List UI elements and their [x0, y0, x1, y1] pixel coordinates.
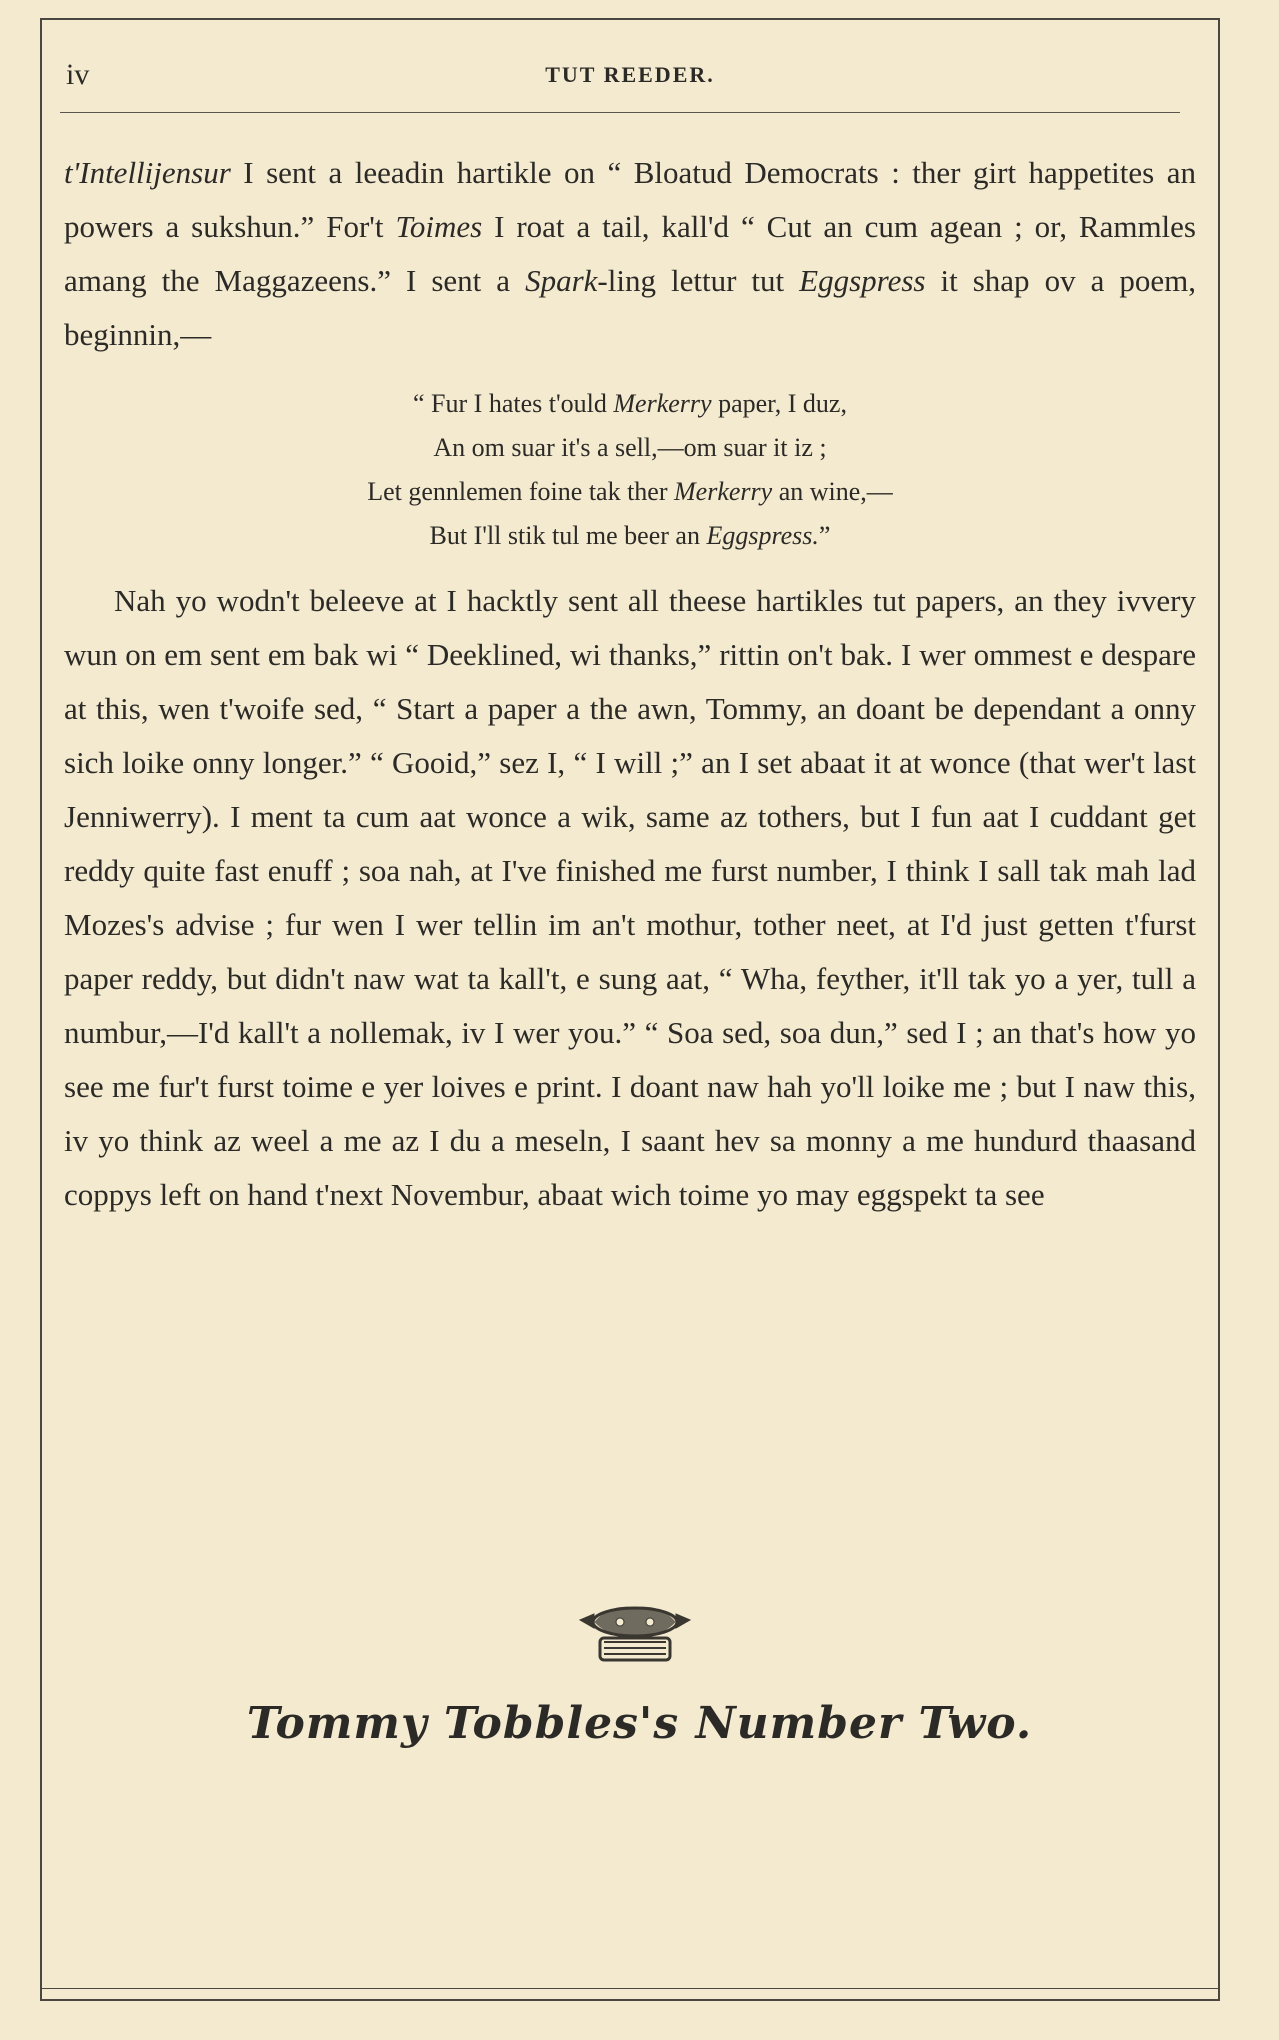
printers-ornament-icon	[570, 1598, 700, 1668]
text-run: I sent a leeadin hartikle on “ Bloatud Democrats : ther girt happetites an powers a sukshun.” For't	[64, 155, 1196, 244]
paragraph-2: Nah yo wodn't beleeve at I hacktly sent all theese hartikles tut papers, an they ivvery wun on em sent em bak wi “ Deeklined, wi thanks,” rittin on't bak. I wer ommest e despare at this, wen t'woife sed, “ Start a paper a the awn, Tommy, an doant be dependant a onny sich loike onny longer.” “ Gooid,” sez I, “ I will ;” an I set abaat it at wonce (that wer't last Jenniwerry). I ment ta cum aat wonce a wik, same az tothers, but I fun aat I cuddant get reddy quite fast enuff ; soa nah, at I've finished me furst number, I think I sall tak mah lad Mozes's advise ; fur wen I wer tellin im an't mothur, tother neet, at I'd just getten t'furst paper reddy, but didn't naw wat ta kall't, e sung aat, “ Wha, feyther, it'll tak yo a yer, tull a numbur,—I'd kall't a nollemak, iv I wer you.” “ Soa sed, soa dun,” sed I ; an that's how yo see me fur't furst toime e yer loives e print. I doant naw hah yo'll loike me ; but I naw this, iv yo think az weel a me az I du a meseln, I saant hev sa monny a me hundurd thaasand coppys left on hand t'next Novembur, abaat wich toime yo may eggspekt ta see	[64, 583, 1196, 1212]
header-rule	[60, 112, 1180, 113]
text-run: -ling lettur tut	[597, 263, 800, 298]
next-issue-title: Tommy Tobbles's Number Two.	[246, 1698, 1033, 1749]
poem-line-4: But I'll stik tul me beer an Eggspress.”	[429, 521, 831, 550]
running-title: TUT REEDER.	[545, 62, 715, 87]
poem-line-1: “ Fur I hates t'ould Merkerry paper, I duz,	[413, 389, 847, 418]
page-number: iv	[66, 58, 90, 91]
italic-title: Spark	[525, 263, 598, 298]
poem-line-2: An om suar it's a sell,—om suar it iz ;	[433, 433, 827, 462]
text-run: it shap ov a poem, beginnin,—	[64, 263, 1196, 352]
poem-line-3: Let gennlemen foine tak ther Merkerry an wine,—	[367, 477, 893, 506]
paragraph-1	[64, 146, 1196, 362]
italic-title: Toimes	[395, 209, 483, 244]
text-run: I roat a tail, kall'd “ Cut an cum agean ; or, Rammles amang the Maggazeens.” I sent a	[64, 209, 1196, 298]
page-header	[60, 56, 1200, 96]
body-text	[64, 146, 1196, 1222]
italic-title: Eggspress	[799, 263, 926, 298]
poem	[64, 382, 1196, 558]
italic-title: t'Intellijensur	[64, 155, 231, 190]
